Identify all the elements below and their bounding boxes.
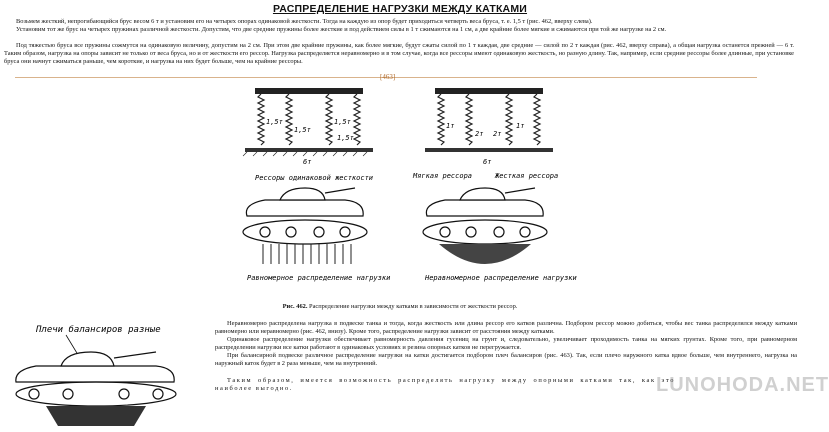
paragraph-1: Возьмем жесткий, непрогибающийся брус весом 6 т и установим его на четырех опорах одинаковой жесткости. Тогда на каждую из опор будет приходиться четверть веса бруса, т. е. 1,5 т (рис. 462, вверху слева). xyxy=(16,18,593,25)
load-label: 1,5т xyxy=(294,126,311,134)
ground-left xyxy=(245,148,373,152)
label-hard-spring: Жесткая рессора xyxy=(495,172,559,180)
pressure-lines-uniform xyxy=(263,244,351,264)
load-label: 2т xyxy=(493,130,502,138)
weight-label: 6т xyxy=(303,158,312,166)
paragraph-7: Таким образом, имеется возможность распределять нагрузку между опорными катками так, как это наиболее выгодно. xyxy=(215,377,675,392)
springs-right xyxy=(438,94,540,145)
tank-nonuniform-right xyxy=(423,188,547,244)
load-label: 2т xyxy=(475,130,484,138)
label-same-stiffness: Рессоры одинаковой жесткости xyxy=(255,174,374,182)
label-balancer-arms: Плечи балансиров разные xyxy=(36,325,161,335)
caption-text: Распределение нагрузки между катками в зависимости от жесткости рессор. xyxy=(307,303,518,310)
paragraph-4: Неравномерно распределена нагрузка в подвеске танка и тогда, когда жесткость или длина рессор его катков различна. Подбором рессор можно добиться, чтобы вес танка распределялся между катками равномерно или неравномерно (рис. 462, внизу). Кроме того, распределение нагрузки зависит от расстояния между катками. xyxy=(215,320,797,335)
paragraph-2: Установим тот же брус на четырех пружинах различной жесткости. Допустим, что две средние пружины более жесткие и под действием силы в 1 т сжимаются на 1 см, а две крайние более мягкие и сжимаются при той же нагрузке на 2 см. xyxy=(16,26,667,33)
paragraph-6: При балансирной подвеске различное распределение нагрузки на катки достигается подбором плеч балансиров (рис. 463). Так, если плечо наружного катка вдвое больше, чем внутреннего, нагрузка на наружный каток будет в 2 раза меньше, чем на внутренний. xyxy=(215,352,797,367)
load-label: 1т xyxy=(446,122,455,130)
caption-prefix: Рис. 462. xyxy=(282,303,308,310)
pressure-balancer xyxy=(46,406,146,426)
weight-label: 6т xyxy=(483,158,492,166)
label-uniform: Равномерное распределение нагрузки xyxy=(247,274,391,282)
paragraph-5: Одинаковое распределение нагрузки обеспечивает равномерность давления гусениц на грунт и, следовательно, увеличивает проходимость танка на мягких грунтах. Кроме того, при равномерном распределении нагрузки все катки работают в одинаковых условиях и резина опорных катков не перегружается. xyxy=(215,336,797,351)
figure-463 xyxy=(6,322,206,432)
watermark: LUNOHODA.NET xyxy=(656,374,829,396)
page-number: [463] xyxy=(380,73,396,81)
page-title: РАСПРЕДЕЛЕНИЕ НАГРУЗКИ МЕЖДУ КАТКАМИ xyxy=(272,3,528,15)
label-soft-spring: Мягкая рессора xyxy=(413,172,473,180)
pressure-nonuniform xyxy=(439,244,531,264)
paragraph-3: Под тяжестью бруса все пружины сожмутся на одинаковую величину, допустим на 2 см. При этом две крайние пружины, как более мягкие, будут сжаты силой по 1 т каждая, две средние — силой по 2 т каждая (рис. 462, вверху справа), а общая нагрузка останется прежней — 6 т. Таким образом, нагрузка на опоры зависит не только от веса бруса, но и от жесткости его рессор. Нагрузка распределяется неравномерно и в том случае, когда все рессоры имеют одинаковую жесткость, но разную длину. Так, например, если средние рессоры более длинные, при установке бруса они начнут сжиматься раньше, чем короткие, и нагрузка на них будет больше, чем на крайние рессоры. xyxy=(4,42,794,65)
load-label: 1,5т xyxy=(337,134,354,142)
beam-left xyxy=(255,88,363,94)
load-label: 1,5т xyxy=(266,118,283,126)
tank-balancer xyxy=(16,352,176,406)
beam-right xyxy=(435,88,543,94)
ground-right xyxy=(425,148,553,152)
figure-462 xyxy=(225,84,577,302)
tank-uniform-left xyxy=(243,188,367,244)
load-label: 1,5т xyxy=(334,118,351,126)
load-label: 1т xyxy=(516,122,525,130)
figure-caption xyxy=(0,303,800,310)
label-nonuniform: Неравномерное распределение нагрузки xyxy=(425,274,577,282)
